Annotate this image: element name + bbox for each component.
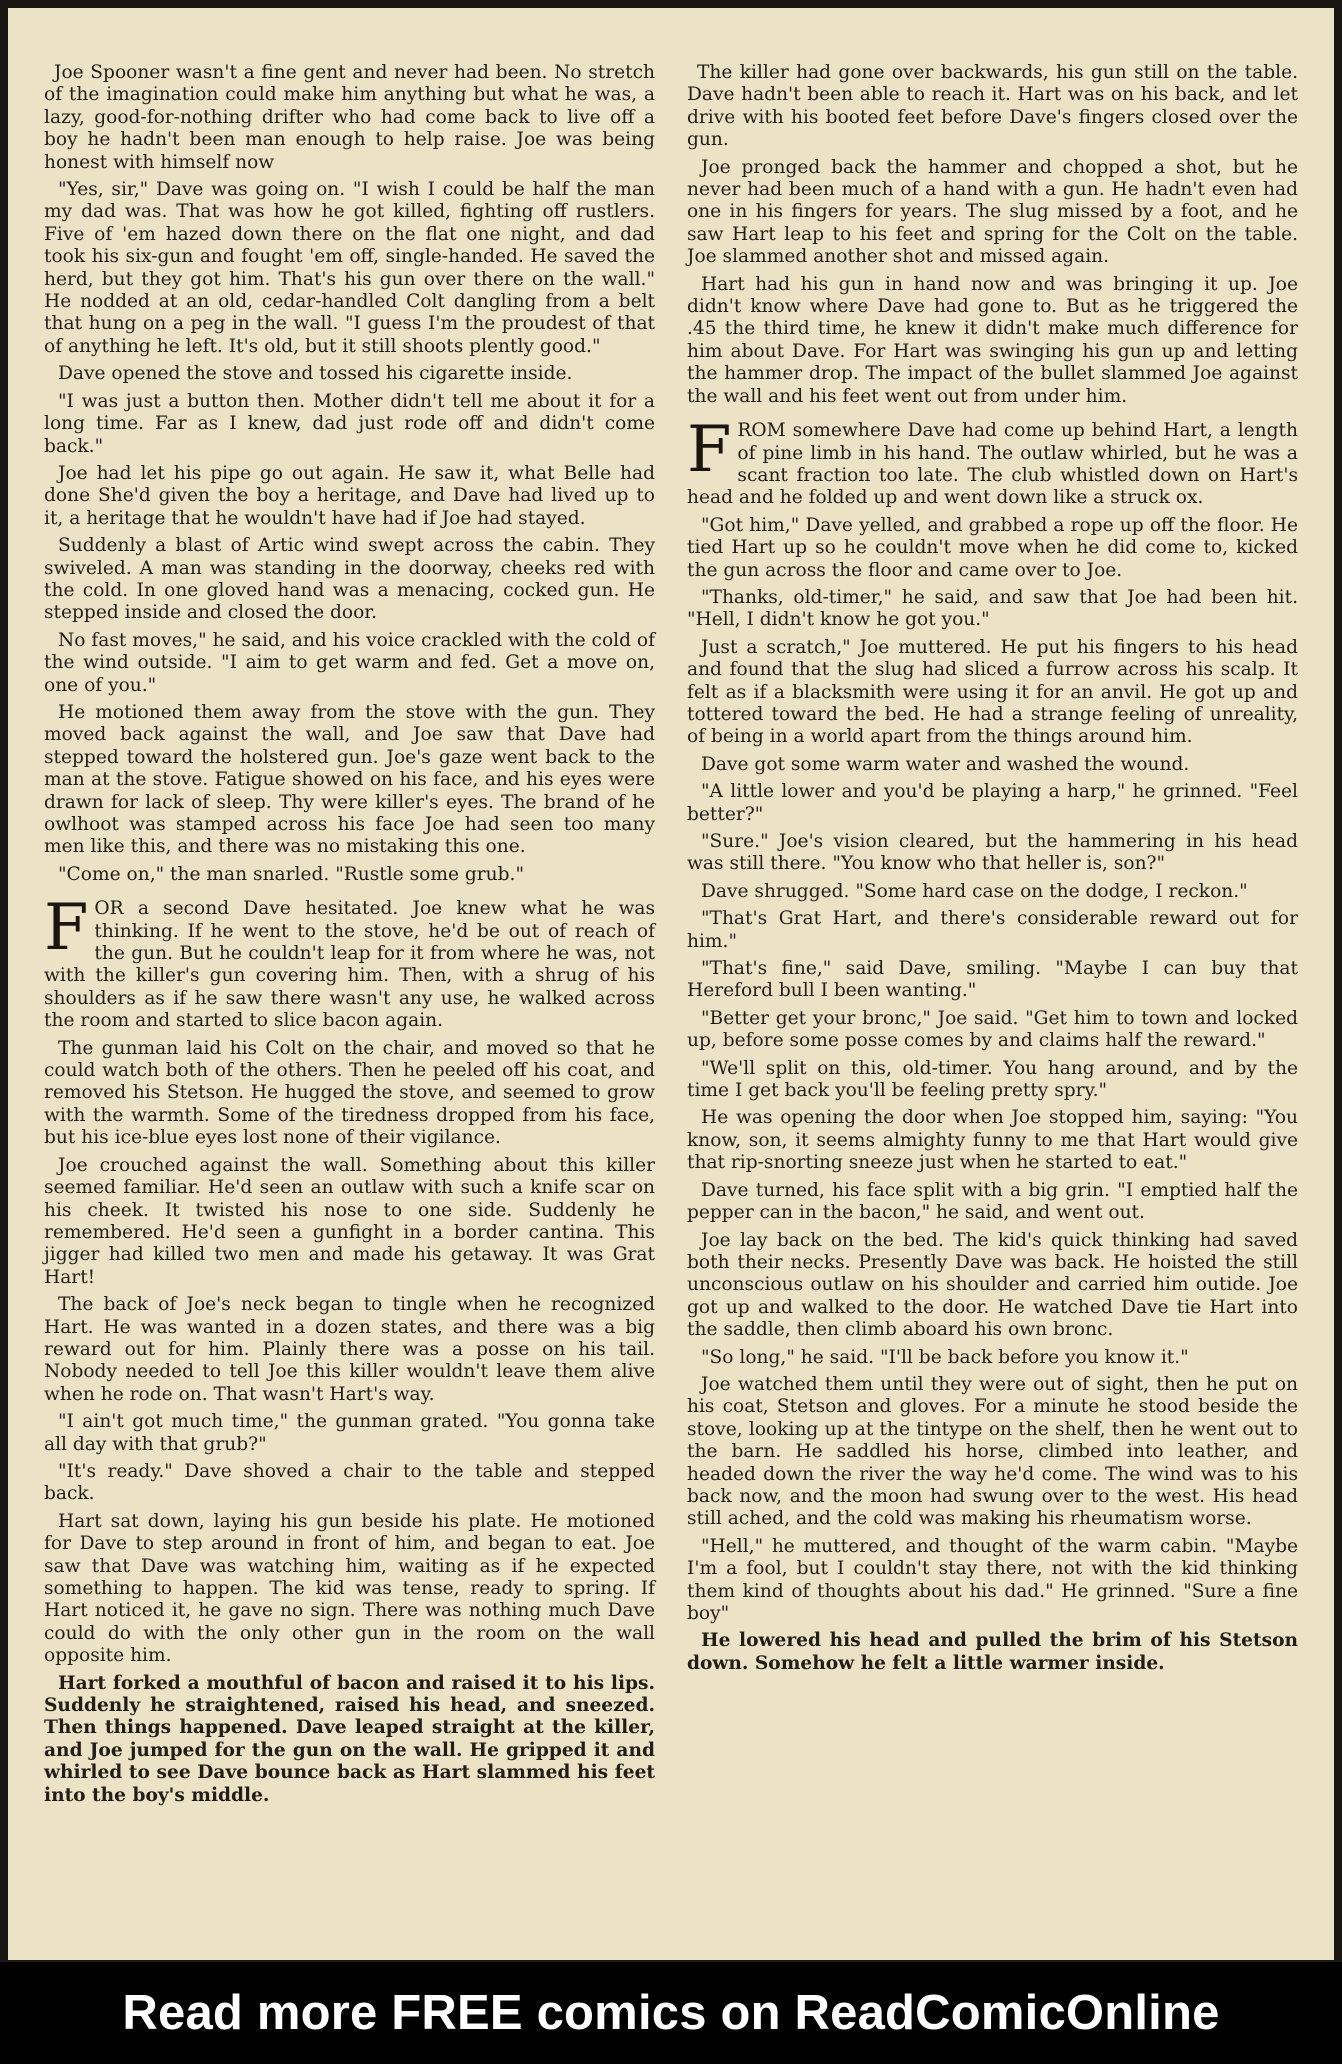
paragraph: "Better get your bronc," Joe said. "Get him to town and locked up, before some posse comes by and claims half the reward." <box>687 1007 1298 1052</box>
paragraph: "It's ready." Dave shoved a chair to the table and stepped back. <box>44 1460 655 1505</box>
paragraph: Suddenly a blast of Artic wind swept across the cabin. They swiveled. A man was standing in the doorway, cheeks red with the cold. In one gloved hand was a menacing, cocked gun. He stepped inside and closed the door. <box>44 535 655 624</box>
paragraph: He motioned them away from the stove with the gun. They moved back against the wall, and Joe saw that Dave had stepped toward the holstered gun. Joe's gaze went back to the man at the stove. Fatigue showed on his face, and his eyes were drawn for lack of sleep. Thy were killer's eyes. The brand of he owlhoot was stamped across his face Joe had seen too many men like this, and there was no mistaking this one. <box>44 701 655 858</box>
paragraph: Joe watched them until they were out of sight, then he put on his coat, Stetson and gloves. For a minute he stood beside the stove, looking up at the tintype on the shelf, then he went out to the barn. He saddled his horse, climbed into leather, and headed down the river the way he'd come. The wind was to his back now, and the moon had swung over to the west. His head still ached, and the cold was making his rheumatism worse. <box>687 1373 1298 1530</box>
paragraph: "A little lower and you'd be playing a harp," he grinned. "Feel better?" <box>687 781 1298 825</box>
paragraph: "I was just a button then. Mother didn't tell me about it for a long time. Far as I knew, dad just rode off and didn't come back." <box>44 390 655 457</box>
paragraph: Dave shrugged. "Some hard case on the dodge, I reckon." <box>701 880 1248 902</box>
paragraph: "Sure." Joe's vision cleared, but the hammering in his head was still there. "You know who that heller is, son?" <box>687 831 1298 875</box>
paragraph: "Come on," the man snarled. "Rustle some grub." <box>58 863 525 885</box>
right-column <box>687 62 1298 1960</box>
paragraph: "I ain't got much time," the gunman grated. "You gonna take all day with that grub?" <box>44 1411 655 1455</box>
paragraph: "We'll split on this, old-timer. You hang around, and by the time I get back you'll be feeling pretty spry." <box>687 1057 1298 1102</box>
paragraph: Just a scratch," Joe muttered. He put his fingers to his head and found that the slug had sliced a furrow across his scalp. It felt as if a blacksmith were using it for an anvil. He got up and tottered toward the bed. He had a strange feeling of unreality, of being in a world apart from the things around him. <box>687 636 1298 748</box>
paragraph: "Hell," he muttered, and thought of the warm cabin. "Maybe I'm a fool, but I couldn't stay there, not with the kid thinking them kind of thoughts about his dad." He grinned. "Sure a fine boy" <box>687 1535 1298 1624</box>
paragraph: Hart forked a mouthful of bacon and raised it to his lips. Suddenly he straightened, raised his head, and sneezed. Then things happened. Dave leaped straight at the killer, and Joe jumped for the gun on the wall. He gripped it and whirled to see Dave bounce back as Hart slammed his feet into the boy's middle. <box>44 1672 655 1806</box>
paragraph: Joe Spooner wasn't a fine gent and never had been. No stretch of the imagination could make him anything but what he was, a lazy, good-for-nothing drifter who had come back to live off a boy he hadn't been man enough to help raise. Joe was being honest with himself now <box>44 62 655 173</box>
drop-cap: F <box>44 891 89 966</box>
paragraph: Joe pronged back the hammer and chopped a shot, but he never had been much of a hand with a gun. He hadn't even had one in his fingers for years. The slug missed by a foot, and he saw Hart leap to his feet and spring for the Colt on the table. Joe slammed another shot and missed again. <box>687 156 1298 268</box>
paragraph: He lowered his head and pulled the brim of his Stetson down. Somehow he felt a little warmer inside. <box>687 1630 1298 1674</box>
paragraph: Joe had let his pipe go out again. He saw it, what Belle had done She'd given the boy a heritage, and Dave had lived up to it, a heritage that he wouldn't have had if Joe had stayed. <box>44 462 655 529</box>
paragraph: Joe lay back on the bed. The kid's quick thinking had saved both their necks. Presently Dave was back. He hoisted the still unconscious outlaw on his shoulder and carried him outide. Joe got up and walked to the door. He watched Dave tie Hart into the saddle, then climb aboard his own bronc. <box>687 1229 1298 1341</box>
drop-cap: F <box>687 413 732 488</box>
paragraph: "Yes, sir," Dave was going on. "I wish I could be half the man my dad was. That was how he got killed, fighting off rustlers. Five of 'em hazed down there on the flat one night, and dad took his six-gun and fought 'em off, single-handed. He saved the herd, but they got him. That's his gun over there on the wall." He nodded at an old, cedar-handled Colt dangling from a belt that hung on a peg in the wall. "I guess I'm the proudest of that of anything he left. It's old, but it still shoots plently good." <box>44 179 655 357</box>
section-paragraph <box>44 891 655 1032</box>
paragraph-text: OR a second Dave hesitated. Joe knew what he was thinking. If he went to the stove, he'd be out of reach of the gun. But he couldn't leap for it from where he was, not with the killer's gun covering him. Then, with a shrug of his shoulders as if he saw there wasn't any use, he walked across the room and started to slice bacon again. <box>44 898 655 1032</box>
paragraph: The back of Joe's neck began to tingle when he recognized Hart. He was wanted in a dozen states, and there was a big reward out for him. Plainly there was a posse on his tail. Nobody needed to tell Joe this killer wouldn't leave them alive when he rode on. That wasn't Hart's way. <box>44 1294 655 1405</box>
paragraph: Joe crouched against the wall. Something about this killer seemed familiar. He'd seen an outlaw with such a knife scar on his cheek. It twisted his nose to one side. Suddenly he remembered. He'd seen a gunfight in a border cantina. This jigger had killed two men and made his getaway. It was Grat Hart! <box>44 1154 655 1288</box>
paragraph-text: ROM somewhere Dave had come up behind Hart, a length of pine limb in his hand. The outlaw whirled, but he was a scant fraction too late. The club whistled down on Hart's head and he folded up and went down like a struck ox. <box>687 420 1298 509</box>
section-paragraph <box>687 413 1298 510</box>
paragraph: "So long," he said. "I'll be back before you know it." <box>701 1346 1189 1368</box>
banner-text[interactable]: Read more FREE comics on ReadComicOnline <box>122 1986 1220 2040</box>
paragraph: He was opening the door when Joe stopped him, saying: "You know, son, it seems almighty funny to me that Hart would give that rip-snorting sneeze just when he started to eat." <box>687 1107 1298 1174</box>
paragraph: No fast moves," he said, and his voice crackled with the cold of the wind outside. "I aim to get warm and fed. Get a move on, one of you." <box>44 629 655 696</box>
paragraph: "Got him," Dave yelled, and grabbed a rope up off the floor. He tied Hart up so he couldn't move when he did come to, kicked the gun across the floor and came over to Joe. <box>687 514 1298 581</box>
paragraph: Dave opened the stove and tossed his cigarette inside. <box>58 363 573 385</box>
left-column <box>44 62 655 1960</box>
paragraph: The gunman laid his Colt on the chair, and moved so that he could watch both of the others. Then he peeled off his coat, and removed his Stetson. He hugged the stove, and seemed to grow with the warmth. Some of the tiredness dropped from his face, but his ice-blue eyes lost none of their vigilance. <box>44 1037 655 1149</box>
paragraph: Hart sat down, laying his gun beside his plate. He motioned for Dave to step around in front of him, and began to eat. Joe saw that Dave was watching him, waiting as if he expected something to happen. The kid was tense, ready to spring. If Hart noticed it, he gave no sign. There was nothing much Dave could do with the only other gun in the room on the wall opposite him. <box>44 1510 655 1667</box>
paragraph: "That's fine," said Dave, smiling. "Maybe I can buy that Hereford bull I been wanting." <box>687 958 1298 1002</box>
paragraph: Hart had his gun in hand now and was bringing it up. Joe didn't know where Dave had gone to. But as he triggered the .45 the third time, he knew it didn't make much difference for him about Dave. For Hart was swinging his gun up and letting the hammer drop. The impact of the bullet slammed Joe against the wall and his feet went out from under him. <box>687 273 1298 407</box>
paragraph: "That's Grat Hart, and there's considerable reward out for him." <box>687 908 1298 952</box>
paragraph: Dave got some warm water and washed the wound. <box>701 753 1190 775</box>
paragraph: The killer had gone over backwards, his gun still on the table. Dave hadn't been able to reach it. Hart was on his back, and let drive with his booted feet before Dave's fingers closed over the gun. <box>687 62 1298 151</box>
paragraph: "Thanks, old-timer," he said, and saw that Joe had been hit. "Hell, I didn't know he got you." <box>687 586 1298 631</box>
paragraph: Dave turned, his face split with a big grin. "I emptied half the pepper can in the bacon," he said, and went out. <box>687 1179 1298 1224</box>
read-more-banner[interactable] <box>0 1962 1342 2064</box>
comic-text-page <box>8 8 1334 1960</box>
